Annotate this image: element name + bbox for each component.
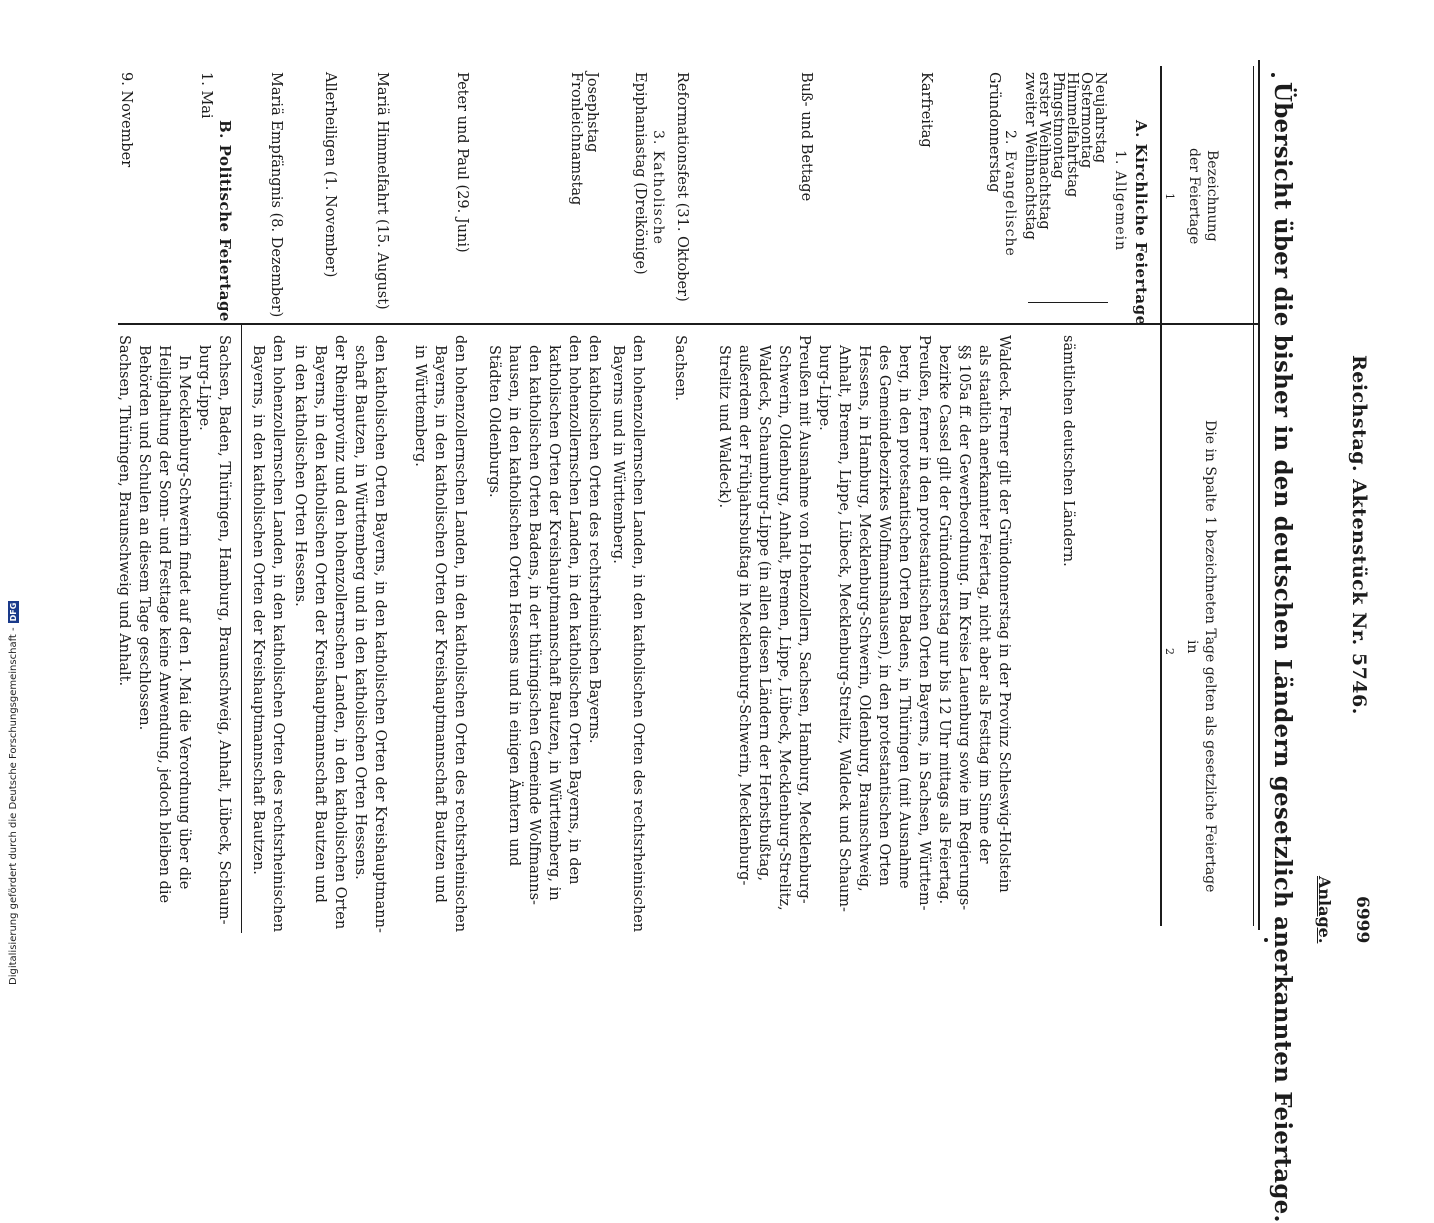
col1-header-line1: Bezeichnung	[1204, 150, 1220, 242]
region-text: den katholischen Orten Bayerns, in den katholischen Orten der Kreishauptmann-	[372, 335, 388, 933]
region-text: den hohenzollernschen Landen, in den katholischen Orten des rechtsrheinischen	[270, 335, 286, 933]
region-text: schaft Bautzen, in Württemberg und in den katholischen Orten Hessens.	[352, 345, 368, 880]
bullet-mark-2	[1264, 938, 1268, 942]
holiday-item: Buß- und Bettage	[798, 72, 814, 202]
section-b-rule	[241, 323, 242, 933]
region-text: Hessens, in Hamburg, Mecklenburg-Schwerin, Oldenburg, Braunschweig,	[856, 345, 872, 892]
document-title: Übersicht über die bisher in den deutschen Ländern gesetzlich anerkannten Feiertage.	[1269, 82, 1296, 1223]
digitization-credit	[8, 601, 19, 985]
section-a1-title: 1. Allgemein	[1112, 150, 1128, 252]
col1-header-line2: der Feiertage	[1186, 148, 1202, 245]
holiday-item: Josephstag	[584, 72, 600, 153]
holiday-item: Himmelfahrtstag	[1064, 72, 1080, 198]
holiday-item: Peter und Paul (29. Juni)	[454, 72, 470, 253]
region-text: in Württemberg.	[412, 345, 428, 467]
region-text: Strelitz und Waldeck).	[716, 345, 732, 509]
region-text: Anhalt, Bremen, Lippe, Lübeck, Mecklenburg-Strelitz, Waldeck und Schaum-	[836, 345, 852, 912]
table-header-top-thin	[1253, 66, 1254, 926]
region-text: burg-Lippe.	[816, 345, 832, 431]
annex-label: Anlage.	[1315, 876, 1334, 944]
holiday-item: Gründonnerstag	[986, 72, 1002, 193]
region-text: Sachsen, Baden, Thüringen, Hamburg, Braunschweig, Anhalt, Lübeck, Schaum-	[216, 335, 232, 925]
col2-number: 2	[1163, 648, 1176, 655]
holiday-item: Allerheiligen (1. November)	[322, 72, 338, 278]
region-text: Bayerns und in Württemberg.	[610, 345, 626, 564]
bullet-mark-1	[1271, 73, 1275, 77]
holiday-item: Mariä Himmelfahrt (15. August)	[374, 72, 390, 310]
holiday-item: 1. Mai	[198, 72, 214, 119]
region-text: §§ 105a ff. der Gewerbeordnung. Im Kreise Lauenburg sowie im Regierungs-	[956, 345, 972, 911]
region-text: den hohenzollernschen Landen, in den katholischen Orten des rechtsrheinischen	[452, 335, 468, 933]
holiday-item: Ostermontag	[1078, 72, 1094, 169]
region-text: den hohenzollernschen Landen, in den katholischen Orten Bayerns, in den	[566, 335, 582, 885]
region-text: außerdem der Frühjahrsbußtag in Mecklenburg-Schwerin, Mecklenburg-	[736, 345, 752, 886]
holiday-item: Mariä Empfängnis (8. Dezember)	[268, 72, 284, 318]
holiday-item: 9. November	[118, 72, 134, 168]
table-column-divider	[118, 323, 1258, 325]
region-text: der Rheinprovinz und den hohenzollernschen Landen, in den katholischen Orten	[332, 335, 348, 930]
holiday-item: Fronleichnamstag	[568, 72, 584, 206]
region-text: als staatlich anerkannter Feiertag, nicht aber als Festtag im Sinne der	[976, 345, 992, 864]
region-text: den katholischen Orten des rechtsrheinischen Bayerns.	[586, 335, 602, 744]
section-a2-title: 2. Evangelische	[1002, 130, 1018, 257]
region-text: burg-Lippe.	[196, 345, 212, 431]
dfg-logo-icon: DFG	[9, 602, 18, 622]
region-text: Heilighaltung der Sonn- und Festtage keine Anwendung, jedoch bleiben die	[156, 345, 172, 904]
holiday-item: Reformationsfest (31. Oktober)	[674, 72, 690, 302]
table-header-rule	[1160, 66, 1162, 926]
section-a3-title: 3. Katholische	[650, 130, 666, 245]
region-text: den katholischen Orten Badens, in der thüringischen Gemeinde Wolfmanns-	[526, 345, 542, 905]
region-text: in den katholischen Orten Hessens.	[292, 345, 308, 607]
brace-line	[1028, 302, 1108, 303]
holiday-item: erster Weihnachtstag	[1036, 72, 1052, 230]
region-text: Sachsen.	[672, 335, 688, 402]
col2-header-line1: Die in Spalte 1 bezeichneten Tage gelten als gesetzliche Feiertage	[1202, 420, 1218, 893]
credit-text: Digitalisierung gefördert durch die Deutsche Forschungsgemeinschaft -	[8, 627, 19, 985]
section-b-title: B. Politische Feiertage	[216, 120, 234, 322]
region-text: Waldeck. Ferner gilt der Gründonnerstag in der Provinz Schleswig-Holstein	[996, 335, 1012, 893]
region-text: Preußen mit Ausnahme von Hohenzollern, Sachsen, Hamburg, Mecklenburg-	[796, 335, 812, 904]
table-top-rule	[1258, 60, 1260, 930]
region-text: Waldeck, Schaumburg-Lippe (in allen diesen Ländern der Herbstbußtag,	[756, 345, 772, 882]
region-text: Schwerin, Oldenburg, Anhalt, Bremen, Lippe, Lübeck, Mecklenburg-Strelitz,	[776, 345, 792, 911]
region-text: Bayerns, in den katholischen Orten der Kreishauptmannschaft Bautzen und	[312, 345, 328, 903]
region-text: bezirke Cassel gilt der Gründonnerstag nur bis 12 Uhr mittags als Feiertag.	[936, 345, 952, 905]
holiday-item: Epiphaniastag (Dreikönige)	[632, 72, 648, 275]
region-text: Sachsen, Thüringen, Braunschweig und Anhalt.	[116, 335, 132, 687]
region-text: Städten Oldenburgs.	[486, 345, 502, 498]
col2-header-line2: in	[1184, 640, 1200, 654]
holiday-item: Karfreitag	[918, 72, 934, 148]
region-text: Behörden und Schulen an diesem Tage geschlossen.	[136, 345, 152, 731]
region-text: In Mecklenburg-Schwerin findet auf den 1. Mai die Verordnung über die	[176, 355, 192, 890]
region-text: hausen, in den katholischen Orten Hessens und in einigen Ämtern und	[506, 345, 522, 867]
region-text: katholischen Orten der Kreishauptmannschaft Bautzen, in Württemberg, in	[546, 345, 562, 901]
region-text: des Gemeindebezirkes Wolfmannshausen), in den protestantischen Orten	[876, 345, 892, 886]
region-text: berg, in den protestantischen Orten Badens, in Thüringen (mit Ausnahme	[896, 345, 912, 889]
all-states-text: sämtlichen deutschen Ländern.	[1060, 335, 1076, 567]
holiday-item: Pfingstmontag	[1050, 72, 1066, 179]
region-text: den hohenzollernschen Landen, in den katholischen Orten des rechtsrheinischen	[630, 335, 646, 933]
region-text: Bayerns, in den katholischen Orten der Kreishauptmannschaft Bautzen.	[250, 345, 266, 875]
page-number: 6999	[1352, 896, 1372, 944]
running-head: Reichstag. Aktenstück Nr. 5746.	[1348, 355, 1370, 715]
region-text: Preußen, ferner in den protestantischen Orten Bayerns, in Sachsen, Württem-	[916, 335, 932, 911]
holiday-item: zweiter Weihnachtstag	[1022, 72, 1038, 240]
region-text: Bayerns, in den katholischen Orten der Kreishauptmannschaft Bautzen und	[432, 345, 448, 903]
col1-number: 1	[1163, 193, 1176, 200]
section-a-title: A. Kirchliche Feiertage	[1132, 120, 1150, 326]
holiday-item: Neujahrstag	[1092, 72, 1108, 164]
